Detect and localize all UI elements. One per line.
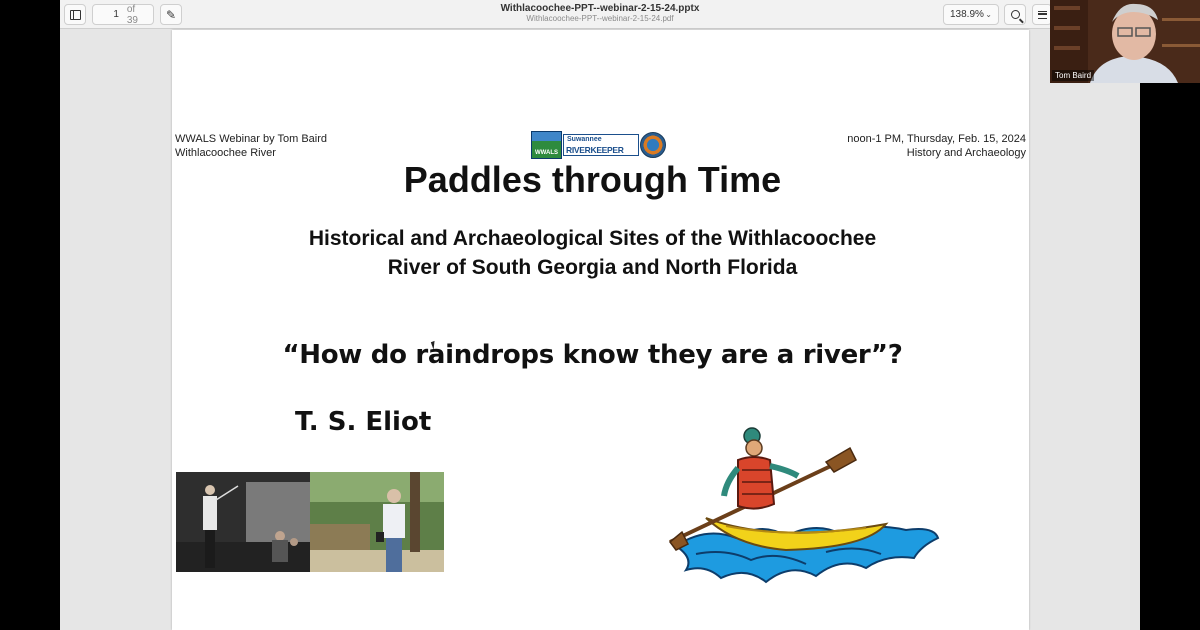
document-filename: Withlacoochee-PPT--webinar-2-15-24.pdf xyxy=(526,14,674,23)
river-name-text: Withlacoochee River xyxy=(175,146,276,159)
sidebar-icon xyxy=(70,10,81,20)
hamburger-menu-icon xyxy=(1038,11,1047,19)
right-letterbox xyxy=(1140,0,1200,630)
search-button[interactable] xyxy=(1004,4,1026,25)
page-total-label: of 39 xyxy=(126,3,138,26)
slide-quote: “How do raindrops know they are a river”? xyxy=(282,340,903,370)
subtitle-line-2: River of South Georgia and North Florida xyxy=(387,256,798,279)
slide-header-right xyxy=(847,133,1026,160)
presenter-field-photo xyxy=(310,472,444,572)
subtitle-line-1: Historical and Archaeological Sites of the Withlacoochee xyxy=(308,227,877,250)
slide-subtitle xyxy=(172,224,1013,282)
quote-author: T. S. Eliot xyxy=(295,407,432,437)
viewer-toolbar xyxy=(60,0,1140,29)
search-icon xyxy=(1011,10,1020,19)
document-title-area xyxy=(360,3,840,24)
webinar-time-text: noon-1 PM, Thursday, Feb. 15, 2024 xyxy=(847,133,1026,145)
pencil-icon: ✎ xyxy=(165,7,177,22)
sidebar-toggle-button[interactable] xyxy=(64,4,86,25)
current-page-input[interactable]: 1 xyxy=(113,9,119,20)
page-number-field[interactable] xyxy=(92,4,154,25)
waterkeeper-seal xyxy=(640,132,666,158)
slide-title: Paddles through Time xyxy=(403,159,782,200)
slide-page xyxy=(172,30,1029,630)
riverkeeper-wordmark: Suwannee RIVERKEEPER xyxy=(563,134,639,156)
webinar-presenter-text: WWALS Webinar by Tom Baird xyxy=(175,133,328,145)
zoom-dropdown[interactable] xyxy=(943,4,999,25)
kayak-paddler-clipart xyxy=(666,426,942,588)
slide-header-left xyxy=(175,133,327,160)
annotate-button[interactable] xyxy=(160,4,182,25)
presenter-lecture-photo xyxy=(176,472,310,572)
participant-name-label: Tom Baird xyxy=(1052,70,1094,81)
wwals-riverkeeper-logo xyxy=(531,131,668,161)
wwals-logo: WWALS xyxy=(531,131,562,159)
zoom-level: 138.9% xyxy=(950,9,984,20)
document-viewer xyxy=(60,0,1140,630)
left-letterbox xyxy=(0,0,60,630)
presenter-video-tile[interactable] xyxy=(1050,0,1200,83)
menu-button[interactable] xyxy=(1032,4,1052,25)
chevron-down-icon: ⌄ xyxy=(985,10,992,19)
document-title: Withlacoochee-PPT--webinar-2-15-24.pptx xyxy=(500,3,700,14)
topic-text: History and Archaeology xyxy=(906,146,1026,159)
